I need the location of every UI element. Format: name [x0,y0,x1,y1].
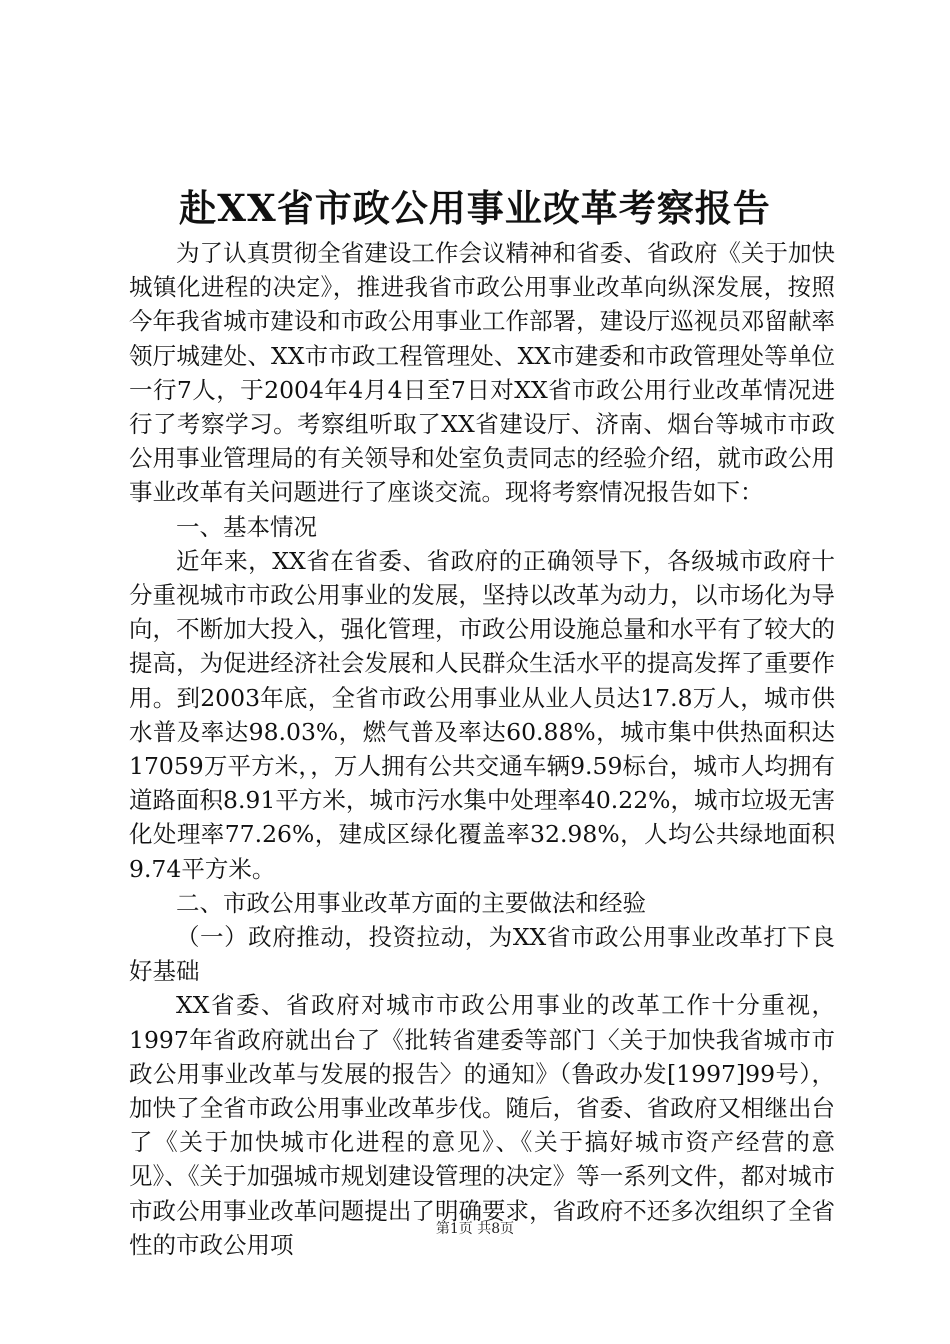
paragraph-government-push: XX省委、省政府对城市市政公用事业的改革工作十分重视，1997年省政府就出台了《批转省建委等部门〈关于加快我省城市市政公用事业改革与发展的报告〉的通知》（鲁政办发[1997]99号），加快了全省市政公用事业改革步伐。随后，省委、省政府又相继出台了《关于加快城市化进程的意见》、《关于搞好城市资产经营的意见》、《关于加强城市规划建设管理的决定》等一系列文件，都对城市市政公用事业改革问题提出了明确要求，省政府不还多次组织了全省性的市政公用项 [129,991,835,1259]
document-body [129,236,835,1262]
page-number-footer: 第1页 共8页 [435,1221,515,1237]
paragraph-intro: 为了认真贯彻全省建设工作会议精神和省委、省政府《关于加快城镇化进程的决定》，推进我省市政公用事业改革向纵深发展，按照今年我省城市建设和市政公用事业工作部署，建设厅巡视员邓留献率领厅城建处、XX市市政工程管理处、XX市建委和市政管理处等单位一行7人，于2004年4月4日至7日对XX省市政公用行业改革情况进行了考察学习。考察组听取了XX省建设厅、济南、烟台等城市市政公用事业管理局的有关领导和处室负责同志的经验介绍，就市政公用事业改革有关问题进行了座谈交流。现将考察情况报告如下： [129,239,835,507]
section-heading-main-practices: 二、市政公用事业改革方面的主要做法和经验 [176,888,646,917]
section-heading-basic-situation: 一、基本情况 [176,512,317,541]
document-title: 赴XX省市政公用事业改革考察报告 [179,186,771,230]
paragraph-basic-situation: 近年来，XX省在省委、省政府的正确领导下，各级城市政府十分重视城市市政公用事业的发展，坚持以改革为动力，以市场化为导向，不断加大投入，强化管理，市政公用设施总量和水平有了较大的提高，为促进经济社会发展和人民群众生活水平的提高发挥了重要作用。到2003年底，全省市政公用事业从业人员达17.8万人，城市供水普及率达98.03%，燃气普及率达60.88%，城市集中供热面积达17059万平方米，，万人拥有公共交通车辆9.59标台，城市人均拥有道路面积8.91平方米，城市污水集中处理率40.22%，城市垃圾无害化处理率77.26%，建成区绿化覆盖率32.98%，人均公共绿地面积9.74平方米。 [129,546,835,883]
subsection-heading-government-push: （一）政府推动，投资拉动，为XX省市政公用事业改革打下良好基础 [129,923,835,986]
